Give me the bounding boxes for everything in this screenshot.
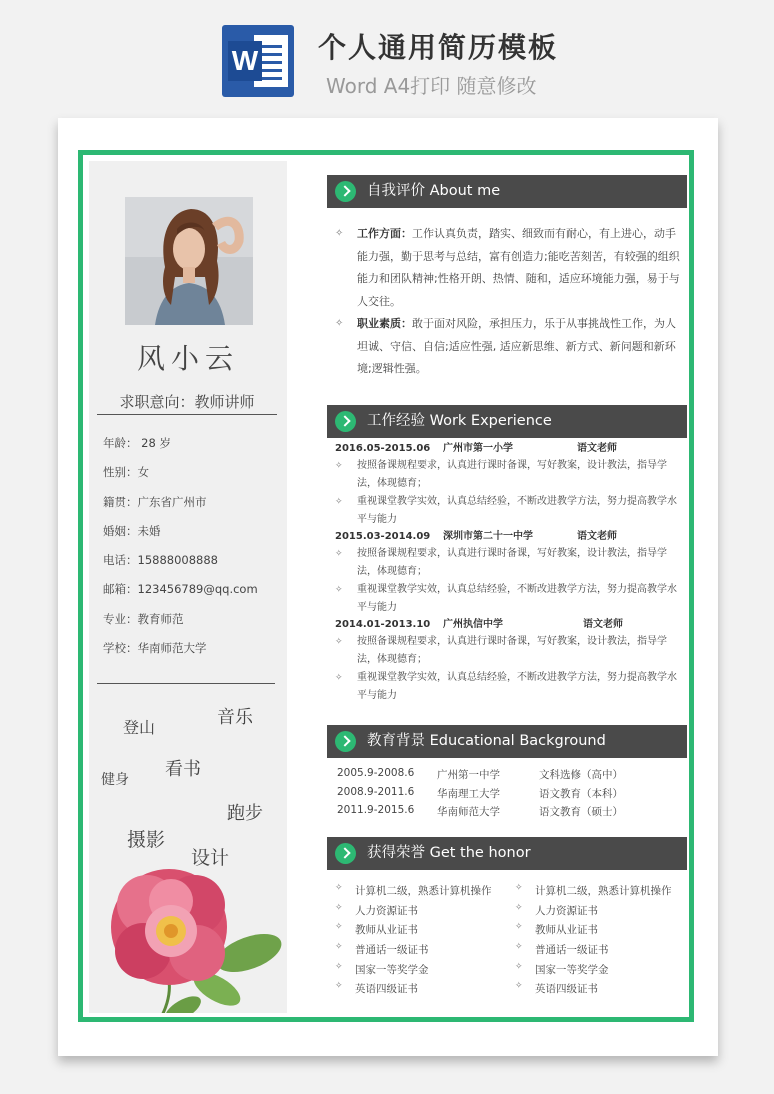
- hobby-fitness: 健身: [101, 772, 129, 788]
- profile-photo: [125, 197, 253, 325]
- honor-item: ✧ 国家一等奖学金: [335, 962, 429, 977]
- education-row: [337, 804, 677, 823]
- job-header: [335, 617, 681, 633]
- about-item-work: [335, 223, 681, 313]
- hobby-reading: 看书: [165, 759, 201, 780]
- word-icon: [222, 25, 294, 97]
- about-item-text: 敢于面对风险，承担压力，乐于从事挑战性工作，为人坦诚、守信、自信;适应性强, 适应新思维、新方式、新问题和新环境;逻辑性强。: [357, 317, 676, 375]
- edu-school: 华南理工大学: [437, 787, 500, 800]
- honor-item: ✧ 英语四级证书: [335, 981, 418, 996]
- edu-period: 2005.9-2008.6: [337, 767, 415, 779]
- info-major: 专业：教育师范: [103, 611, 184, 626]
- edu-major: 语文教育（硕士）: [539, 806, 623, 818]
- info-phone: 电话：15888008888: [103, 553, 218, 568]
- about-item-quality: [335, 313, 681, 381]
- honor-item: ✧ 人力资源证书: [515, 903, 598, 918]
- job-intent: 求职意向：教师讲师: [97, 391, 277, 415]
- job-duty: ✧ 重视课堂教学实效，认真总结经验，不断改进教学方法，努力提高教学水平与能力: [335, 493, 681, 529]
- job-duty: ✧ 按照备课规程要求，认真进行课时备课，写好教案，设计教法，指导学法，体现德育；: [335, 457, 681, 493]
- word-icon-letter: W: [228, 41, 262, 81]
- honor-item: ✧ 普通话一级证书: [515, 942, 609, 957]
- job-header: [335, 529, 681, 545]
- honor-row: [335, 883, 689, 903]
- personal-info: [103, 435, 258, 669]
- chevron-right-icon: [335, 843, 356, 864]
- honor-item: ✧ 普通话一级证书: [335, 942, 429, 957]
- chevron-right-icon: [335, 181, 356, 202]
- top-banner: [0, 0, 774, 110]
- about-item-label: 职业素质：: [357, 317, 412, 330]
- about-heading-text: 自我评价 About me: [367, 183, 501, 199]
- flower-illustration: [99, 861, 287, 1013]
- info-school: 学校：华南师范大学: [103, 641, 207, 656]
- honor-item: ✧ 计算机二级，熟悉计算机操作: [515, 883, 672, 898]
- honor-row: [335, 922, 689, 942]
- education-heading: [327, 725, 687, 758]
- honor-item: ✧ 人力资源证书: [335, 903, 418, 918]
- honor-row: [335, 942, 689, 962]
- hobby-design: 设计: [191, 847, 230, 869]
- chevron-right-icon: [335, 411, 356, 432]
- honor-item: ✧ 国家一等奖学金: [515, 962, 609, 977]
- job-duty: ✧ 重视课堂教学实效，认真总结经验，不断改进教学方法，努力提高教学水平与能力: [335, 581, 681, 617]
- job-role: 语文老师: [583, 619, 623, 630]
- page-subtitle: Word A4打印 随意修改: [326, 74, 537, 98]
- resume-sheet: [58, 118, 718, 1056]
- job-duty: ✧ 按照备课规程要求，认真进行课时备课，写好教案，设计教法，指导学法，体现德育；: [335, 633, 681, 669]
- honor-item: ✧ 英语四级证书: [515, 981, 598, 996]
- about-item-label: 工作方面：: [357, 227, 412, 240]
- job-role: 语文老师: [577, 443, 617, 454]
- hobby-music: 音乐: [217, 707, 253, 728]
- honor-heading: [327, 837, 687, 870]
- edu-period: 2011.9-2015.6: [337, 804, 415, 816]
- honor-row: [335, 981, 689, 1001]
- hobby-photography: 摄影: [127, 829, 166, 851]
- education-section: [337, 767, 677, 823]
- job-header: [335, 441, 681, 457]
- education-row: [337, 786, 677, 805]
- info-gender: 性别：女: [103, 465, 149, 480]
- about-heading: [327, 175, 687, 208]
- honor-row: [335, 962, 689, 982]
- work-heading-text: 工作经验 Work Experience: [367, 413, 552, 429]
- hobby-running: 跑步: [227, 803, 263, 824]
- info-email: 邮箱：123456789@qq.com: [103, 582, 258, 597]
- sidebar: [89, 161, 287, 1013]
- honor-row: [335, 903, 689, 923]
- honor-item: ✧ 教师从业证书: [335, 922, 418, 937]
- hobby-climbing: 登山: [123, 718, 156, 737]
- job-org: 广州执信中学: [443, 619, 503, 630]
- job-org: 广州市第一小学: [443, 443, 513, 454]
- job-role: 语文老师: [577, 531, 617, 542]
- job-period: 2015.03-2014.09: [335, 531, 431, 542]
- job-org: 深圳市第二十一中学: [443, 531, 533, 542]
- about-section: [335, 223, 681, 381]
- edu-school: 广州第一中学: [437, 769, 500, 781]
- job-duty: ✧ 重视课堂教学实效，认真总结经验，不断改进教学方法，努力提高教学水平与能力: [335, 669, 681, 705]
- info-age: 年龄： 28 岁: [103, 436, 171, 450]
- honor-item: ✧ 教师从业证书: [515, 922, 598, 937]
- education-heading-text: 教育背景 Educational Background: [367, 733, 606, 749]
- job-duty: ✧ 按照备课规程要求，认真进行课时备课，写好教案，设计教法，指导学法，体现德育；: [335, 545, 681, 581]
- edu-major: 语文教育（本科）: [539, 787, 623, 800]
- education-row: [337, 767, 677, 786]
- job-period: 2014.01-2013.10: [335, 619, 431, 630]
- edu-period: 2008.9-2011.6: [337, 785, 415, 798]
- chevron-right-icon: [335, 731, 356, 752]
- honor-heading-text: 获得荣誉 Get the honor: [367, 845, 531, 861]
- work-section: [335, 441, 681, 705]
- sidebar-divider: [97, 683, 275, 684]
- page-title: 个人通用简历模板: [318, 31, 559, 64]
- info-hometown: 籍贯：广东省广州市: [103, 494, 207, 509]
- candidate-name: 风小云: [136, 342, 239, 375]
- work-heading: [327, 405, 687, 438]
- edu-school: 华南师范大学: [437, 806, 500, 818]
- honor-item: ✧ 计算机二级，熟悉计算机操作: [335, 883, 492, 898]
- info-marital: 婚姻：未婚: [103, 523, 161, 538]
- green-frame: [78, 150, 694, 1022]
- job-period: 2016.05-2015.06: [335, 443, 431, 454]
- about-item-text: 工作认真负责，踏实、细致而有耐心，有上进心，动手能力强，勤于思考与总结，富有创造力;能吃苦刻苦，有较强的组织能力和团队精神;性格开朗、热情、随和，适应环境能力强，易于与人交往。: [357, 227, 680, 308]
- honor-section: [335, 883, 689, 1001]
- edu-major: 文科选修（高中）: [539, 769, 623, 781]
